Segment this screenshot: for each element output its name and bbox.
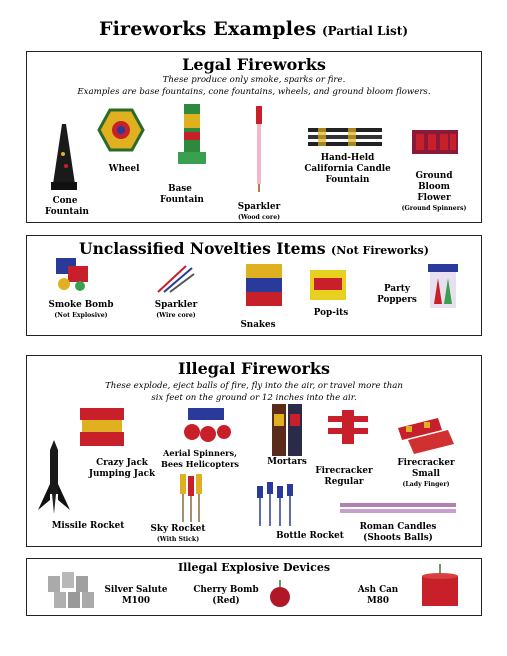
missile-rocket-label: Missile Rocket bbox=[51, 521, 125, 531]
firecracker-regular-label: Firecracker Regular bbox=[315, 466, 373, 487]
illegal-desc-line-1: These explode, eject balls of fire, fly into the air, or travel more than bbox=[105, 381, 403, 391]
pop-its-image bbox=[310, 270, 346, 300]
wheel-label: Wheel bbox=[108, 164, 140, 174]
aerial-spinners-image bbox=[180, 408, 232, 444]
snakes-label: Snakes bbox=[240, 320, 276, 330]
base-fountain-image bbox=[178, 104, 206, 164]
roman-candles-label: Roman Candles (Shoots Balls) bbox=[359, 522, 437, 543]
smoke-bomb-label: Smoke Bomb (Not Explosive) bbox=[48, 300, 114, 319]
ground-bloom-flower-label: Ground Bloom Flower (Ground Spinners) bbox=[401, 171, 467, 212]
wire-sparkler-image bbox=[156, 264, 196, 294]
base-fountain-label: Base Fountain bbox=[160, 184, 204, 205]
party-poppers-label: Party Poppers bbox=[377, 284, 417, 305]
explosive-section-title: Illegal Explosive Devices bbox=[177, 561, 331, 574]
legal-section-title: Legal Fireworks bbox=[182, 55, 326, 74]
ground-bloom-flower-image bbox=[412, 126, 458, 158]
silver-salute-image bbox=[48, 570, 100, 610]
crazy-jack-image bbox=[80, 408, 124, 446]
novelties-section-title: Unclassified Novelties Items (Not Fireworks) bbox=[79, 239, 429, 258]
california-candle-label: Hand-Held California Candle Fountain bbox=[304, 153, 391, 185]
ash-can-label: Ash Can M80 bbox=[357, 585, 399, 606]
wire-sparkler-label: Sparkler (Wire core) bbox=[154, 300, 198, 319]
silver-salute-label: Silver Salute M100 bbox=[104, 585, 168, 606]
legal-desc-line-1: These produce only smoke, sparks or fire. bbox=[162, 75, 346, 85]
firecracker-small-image bbox=[398, 418, 454, 454]
legal-desc-line-2: Examples are base fountains, cone fountains, wheels, and ground bloom flowers. bbox=[77, 87, 431, 97]
crazy-jack-label: Crazy Jack Jumping Jack bbox=[88, 458, 156, 479]
sky-rocket-label: Sky Rocket (With Stick) bbox=[150, 524, 206, 543]
bottle-rocket-image bbox=[254, 480, 296, 526]
page-title bbox=[0, 18, 507, 40]
firecracker-regular-image bbox=[328, 410, 368, 444]
illegal-desc-line-2: six feet on the ground or 12 inches into the air. bbox=[151, 393, 357, 403]
illegal-section-title: Illegal Fireworks bbox=[177, 359, 331, 378]
sky-rocket-image bbox=[178, 474, 204, 522]
aerial-spinners-label: Aerial Spinners, Bees Helicopters bbox=[160, 448, 240, 469]
missile-rocket-image bbox=[38, 440, 70, 514]
mortars-image bbox=[272, 404, 302, 456]
wood-sparkler-image bbox=[253, 106, 265, 192]
roman-candles-image bbox=[340, 502, 456, 514]
wheel-image bbox=[99, 110, 143, 150]
party-poppers-image bbox=[428, 264, 458, 308]
cone-fountain-image bbox=[49, 124, 79, 190]
firecracker-small-label: Firecracker Small (Lady Finger) bbox=[397, 458, 455, 488]
mortars-label: Mortars bbox=[267, 457, 307, 467]
page-title-main: Fireworks Examples bbox=[98, 18, 317, 40]
cone-fountain-label: Cone Fountain bbox=[45, 196, 89, 217]
bottle-rocket-label: Bottle Rocket bbox=[276, 531, 344, 541]
pop-its-label: Pop-its bbox=[313, 308, 349, 318]
cherry-bomb-image bbox=[268, 580, 292, 608]
wood-sparkler-label: Sparkler (Wood core) bbox=[237, 202, 281, 221]
cherry-bomb-label: Cherry Bomb (Red) bbox=[193, 585, 259, 606]
page-title-sub: (Partial List) bbox=[321, 24, 409, 38]
ash-can-image bbox=[418, 564, 462, 608]
california-candle-image bbox=[308, 126, 382, 148]
smoke-bomb-image bbox=[54, 256, 90, 292]
snakes-image bbox=[246, 264, 282, 306]
